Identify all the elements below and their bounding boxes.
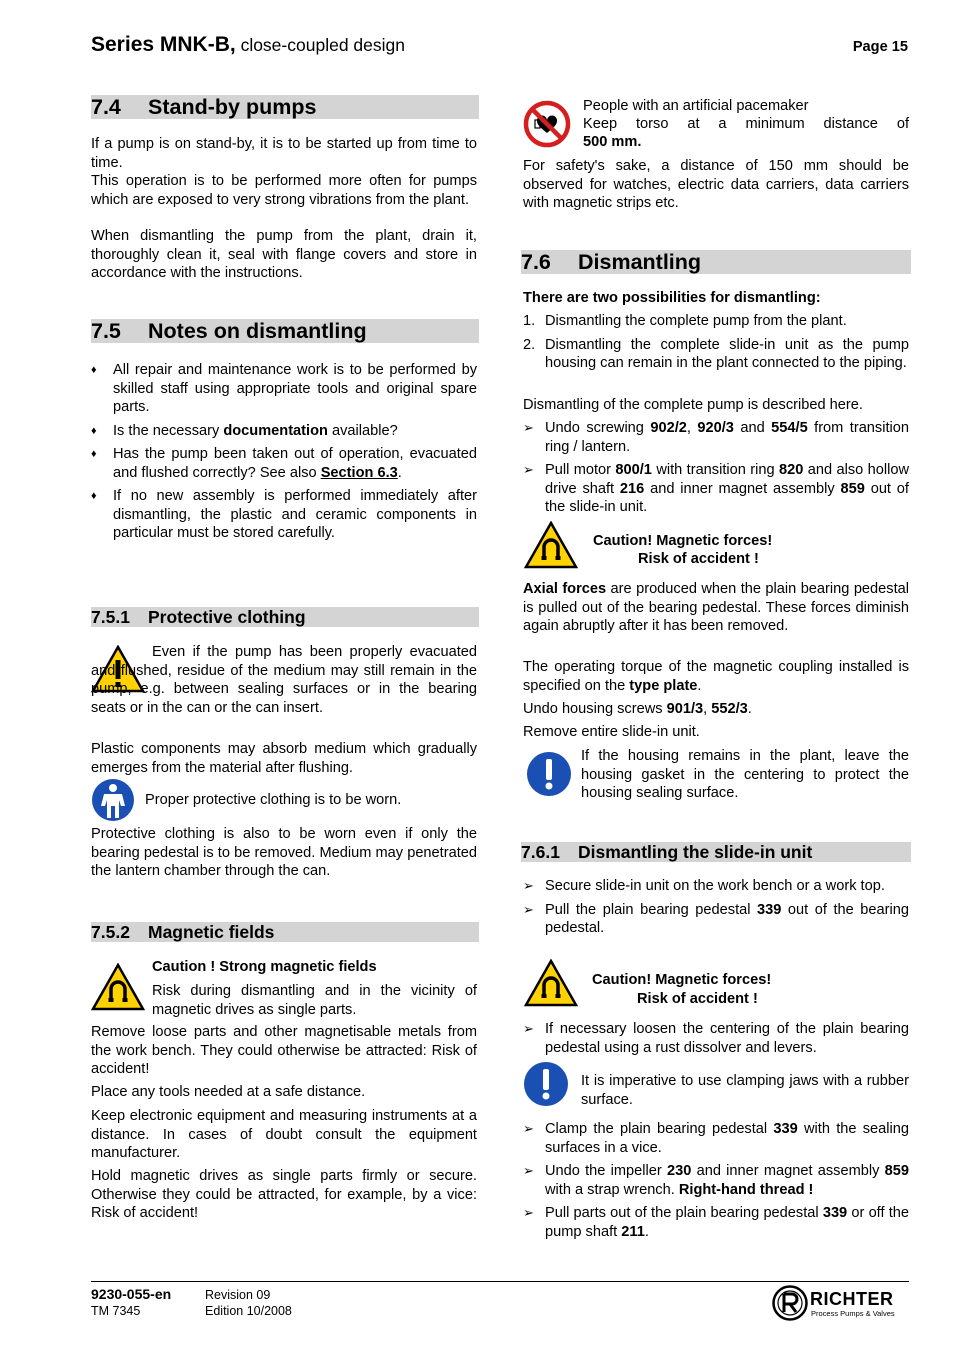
distance-value: 500 mm. bbox=[583, 134, 642, 150]
logo-subtext: Process Pumps & Valves bbox=[811, 1309, 895, 1318]
information-icon bbox=[523, 1061, 569, 1107]
list-item-text: out of the slide-in unit. bbox=[545, 480, 909, 515]
list-item bbox=[91, 445, 477, 482]
list-item-text: If no new assembly is performed immediately after dismantling, the plastic and ceramic components in particular must be stored carefully. bbox=[113, 488, 477, 541]
section-number: 7.5.1 bbox=[91, 607, 130, 627]
list-item-text: Dismantling the complete pump from the plant. bbox=[545, 313, 847, 329]
section-title: Notes on dismantling bbox=[148, 319, 367, 343]
document-number: 9230-055-en bbox=[91, 1286, 172, 1302]
list-item bbox=[523, 419, 909, 456]
section-heading-7-4 bbox=[91, 95, 479, 119]
list-item-text: Pull the plain bearing pedestal bbox=[545, 901, 758, 918]
list-item bbox=[523, 877, 909, 896]
list-item-text: from transition ring / lantern. bbox=[545, 420, 909, 455]
caution-heading: Caution ! Strong magnetic fields bbox=[152, 959, 377, 975]
section-heading-7-6 bbox=[521, 250, 911, 274]
magnetic-force-warning-icon bbox=[523, 521, 579, 569]
subsection-heading-7-5-1 bbox=[91, 607, 479, 627]
list-number: 2. bbox=[523, 336, 536, 353]
list-item-text: All repair and maintenance work is to be performed by skilled staff using appropriate tools and original spare parts. bbox=[113, 362, 477, 415]
emphasis: Axial forces bbox=[523, 581, 607, 597]
paragraph: People with an artificial pacemaker bbox=[583, 98, 809, 114]
paragraph: Hold magnetic drives as single parts firmly or secure. Otherwise they could be attracted, for example, by a vice: Risk of accident! bbox=[91, 1168, 477, 1221]
protective-clothing-icon bbox=[91, 778, 135, 822]
paragraph: Place any tools needed at a safe distance. bbox=[91, 1084, 366, 1100]
paragraph: Dismantling of the complete pump is described here. bbox=[523, 397, 863, 413]
list-item bbox=[523, 461, 909, 517]
bullet-list bbox=[91, 361, 477, 548]
magnetic-field-warning-icon bbox=[91, 963, 145, 1011]
edition: Edition 10/2008 bbox=[205, 1304, 292, 1318]
paragraph: When dismantling the pump from the plant, drain it, thoroughly clean it, seal with flange covers and store in accordance with the instructions. bbox=[91, 228, 477, 281]
emphasis: Right-hand thread ! bbox=[678, 1181, 814, 1198]
list-item bbox=[523, 312, 909, 331]
section-number: 7.6.1 bbox=[521, 842, 560, 862]
revision: Revision 09 bbox=[205, 1288, 271, 1302]
list-item-text: and bbox=[733, 420, 772, 436]
list-item-text: Undo screwing bbox=[545, 420, 651, 436]
section-heading-7-5 bbox=[91, 319, 479, 343]
list-item bbox=[91, 422, 477, 441]
list-item bbox=[523, 1162, 909, 1199]
list-item-text: Secure slide-in unit on the work bench or a work top. bbox=[545, 878, 885, 894]
paragraph: Remove loose parts and other magnetisable metals from the work bench. They could otherwise be attracted: Risk of accident! bbox=[91, 1024, 477, 1077]
list-item-text: and also hollow drive shaft bbox=[545, 462, 909, 497]
part-number: 339 bbox=[757, 901, 782, 918]
paragraph: Risk during dismantling and in the vicinity of magnetic drives as single parts. bbox=[152, 983, 477, 1018]
list-item bbox=[91, 361, 477, 417]
section-title: Dismantling the slide-in unit bbox=[578, 842, 813, 862]
note-text: It is imperative to use clamping jaws with a rubber surface. bbox=[581, 1073, 909, 1108]
list-item-text: Clamp the plain bearing pedestal bbox=[545, 1121, 774, 1137]
list-item-text: If necessary loosen the centering of the plain bearing pedestal using a rust dissolver and levers. bbox=[545, 1021, 909, 1056]
list-item-text: . bbox=[397, 464, 402, 481]
paragraph-text: are produced when the plain bearing pedestal is pulled out of the bearing pedestal. These forces diminish again abruptly after it has been removed. bbox=[523, 581, 909, 634]
paragraph: Proper protective clothing is to be worn. bbox=[145, 792, 402, 808]
part-number: 211 bbox=[621, 1223, 645, 1240]
numbered-list bbox=[523, 312, 909, 378]
magnetic-force-warning-icon bbox=[523, 959, 579, 1007]
section-number: 7.6 bbox=[521, 250, 551, 274]
subsection-heading-7-5-2 bbox=[91, 922, 479, 942]
warning-text: Even if the pump has been properly evacuated and flushed, residue of the medium may still remain in the pump, e.g. between sealing surfaces or in the bearing seats or in the can or the can insert. bbox=[91, 644, 477, 716]
part-number: 230 bbox=[666, 1163, 692, 1179]
section-title: Stand-by pumps bbox=[148, 95, 317, 119]
information-icon bbox=[526, 751, 572, 797]
part-number: 216 bbox=[619, 480, 645, 497]
list-item-text: Has the pump been taken out of operation, evacuated and flushed correctly? See also bbox=[113, 446, 477, 481]
emphasis: documentation bbox=[223, 422, 328, 439]
list-item-text: available? bbox=[327, 422, 398, 439]
list-item bbox=[523, 1020, 909, 1057]
list-number: 1. bbox=[523, 313, 536, 329]
arrow-list bbox=[523, 877, 909, 943]
section-title: Dismantling bbox=[578, 250, 702, 274]
list-item-text: out of the bearing pedestal. bbox=[545, 901, 909, 936]
series-subtitle: close-coupled design bbox=[235, 35, 405, 55]
paragraph: Remove entire slide-in unit. bbox=[523, 724, 700, 740]
caution-heading: Caution! Magnetic forces! bbox=[593, 533, 773, 549]
section-link[interactable]: Section 6.3 bbox=[320, 464, 398, 481]
list-item-text: with transition ring bbox=[651, 462, 779, 478]
paragraph: If a pump is on stand-by, it is to be started up from time to time. bbox=[91, 136, 477, 171]
note-text: If the housing remains in the plant, leave the housing gasket in the centering to protect the housing sealing surface. bbox=[581, 748, 909, 801]
list-item bbox=[523, 336, 909, 373]
list-item-text: with the sealing surfaces in a vice. bbox=[545, 1121, 909, 1156]
section-number: 7.5.2 bbox=[91, 922, 130, 942]
paragraph: There are two possibilities for dismantling: bbox=[523, 290, 821, 306]
part-number: 800/1 bbox=[615, 462, 652, 478]
list-item-text: and inner magnet assembly bbox=[644, 480, 841, 497]
section-number: 7.5 bbox=[91, 319, 121, 343]
list-item-text: and inner magnet assembly bbox=[691, 1163, 885, 1179]
part-number: 901/3 bbox=[666, 701, 704, 717]
page-number: Page 15 bbox=[852, 39, 908, 55]
list-item bbox=[523, 901, 909, 938]
paragraph-text: . bbox=[747, 701, 752, 717]
series-name: Series MNK-B, bbox=[91, 33, 236, 56]
list-item-text: or off the pump shaft bbox=[545, 1205, 910, 1240]
section-title: Magnetic fields bbox=[148, 922, 275, 942]
paragraph: This operation is to be performed more often for pumps which are exposed to very strong vibrations from the plant. bbox=[91, 173, 477, 208]
caution-heading: Caution! Magnetic forces! bbox=[592, 972, 772, 988]
paragraph: For safety's sake, a distance of 150 mm should be observed for watches, electric data carriers, data carriers with magnetic strips etc. bbox=[523, 158, 909, 211]
list-item bbox=[523, 1204, 909, 1241]
paragraph bbox=[523, 580, 909, 636]
part-number: 552/3 bbox=[711, 701, 748, 717]
list-item-text: Dismantling the complete slide-in unit as the pump housing can remain in the plant connected to the piping. bbox=[545, 336, 909, 371]
section-number: 7.4 bbox=[91, 95, 121, 119]
part-number: 339 bbox=[773, 1121, 798, 1137]
paragraph-text: The operating torque of the magnetic coupling installed is specified on the bbox=[523, 659, 909, 694]
part-number: 859 bbox=[884, 1163, 909, 1179]
list-item bbox=[523, 1120, 909, 1157]
paragraph bbox=[523, 658, 909, 695]
paragraph: Keep torso at a minimum distance of bbox=[583, 116, 909, 132]
subsection-heading-7-6-1 bbox=[521, 842, 911, 862]
company-logo bbox=[772, 1284, 908, 1322]
list-item bbox=[91, 487, 477, 543]
paragraph: Protective clothing is also to be worn even if only the bearing pedestal is to be removed. Medium may penetrated the lantern chamber through the can. bbox=[91, 826, 477, 879]
part-number: 902/2 bbox=[650, 420, 687, 436]
document-title bbox=[91, 32, 405, 58]
caution-subheading: Risk of accident ! bbox=[638, 551, 759, 567]
tm-number: TM 7345 bbox=[91, 1304, 141, 1318]
paragraph: Plastic components may absorb medium which gradually emerges from the material after flushing. bbox=[91, 741, 477, 776]
list-item-text: with a strap wrench. bbox=[545, 1181, 679, 1198]
arrow-list bbox=[523, 419, 909, 522]
list-item-text: Pull motor bbox=[545, 462, 616, 478]
no-pacemaker-icon bbox=[523, 100, 571, 148]
section-title: Protective clothing bbox=[148, 607, 306, 627]
paragraph-text: Undo housing screws bbox=[523, 701, 667, 717]
list-item-text: Pull parts out of the plain bearing pedestal bbox=[545, 1205, 823, 1221]
emphasis: type plate bbox=[629, 677, 698, 694]
richter-logo-icon bbox=[772, 1285, 808, 1321]
list-item-text: Is the necessary bbox=[113, 422, 224, 439]
part-number: 820 bbox=[778, 462, 804, 478]
arrow-list bbox=[523, 1020, 909, 1062]
part-number: 554/5 bbox=[771, 420, 808, 436]
paragraph bbox=[523, 700, 909, 719]
part-number: 859 bbox=[840, 480, 865, 497]
list-item-text: Undo the impeller bbox=[545, 1163, 667, 1179]
arrow-list bbox=[523, 1120, 909, 1246]
list-item-text: , bbox=[686, 420, 698, 436]
caution-subheading: Risk of accident ! bbox=[637, 991, 758, 1007]
paragraph: Keep electronic equipment and measuring instruments at a distance. In cases of doubt consult the equipment manufacturer. bbox=[91, 1108, 477, 1161]
footer-divider bbox=[91, 1281, 909, 1282]
part-number: 920/3 bbox=[697, 420, 734, 436]
paragraph-text: . bbox=[697, 677, 702, 694]
paragraph-text: , bbox=[703, 701, 712, 717]
part-number: 339 bbox=[822, 1205, 848, 1221]
list-item-text: . bbox=[644, 1223, 649, 1240]
logo-text: RICHTER bbox=[810, 1289, 894, 1309]
